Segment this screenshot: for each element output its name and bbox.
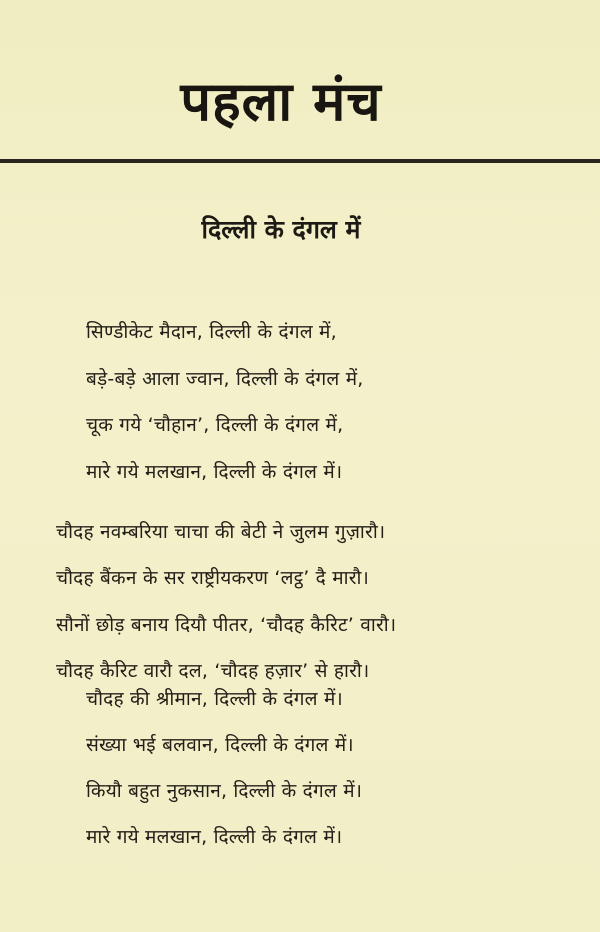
verse-line: बड़े-बड़े आला ज्वान, दिल्ली के दंगल में,: [86, 368, 364, 390]
verse-line: चूक गये ‘चौहान’, दिल्ली के दंगल में,: [86, 414, 344, 436]
verse-line: मारे गये मलखान, दिल्ली के दंगल में।: [86, 826, 343, 848]
poem-title: दिल्ली के दंगल में: [201, 215, 361, 244]
verse-line: चौदह कैरिट वारौ दल, ‘चौदह हज़ार’ से हारौ।: [56, 660, 370, 682]
verse-line: मारे गये मलखान, दिल्ली के दंगल में।: [86, 461, 343, 483]
verse-line: कियौ बहुत नुकसान, दिल्ली के दंगल में।: [86, 780, 363, 802]
header-rule: [0, 159, 600, 163]
verse-line: सौनों छोड़ बनाय दियौ पीतर, ‘चौदह कैरिट’ वारौ।: [56, 614, 397, 636]
verse-line: चौदह नवम्बरिया चाचा की बेटी ने जुलम गुज़ारौ।: [56, 521, 386, 543]
verse-line: चौदह की श्रीमान, दिल्ली के दंगल में।: [86, 688, 343, 710]
chapter-title: पहला मंच: [180, 70, 382, 133]
verse-line: संख्या भई बलवान, दिल्ली के दंगल में।: [86, 734, 354, 756]
verse-line: सिण्डीकेट मैदान, दिल्ली के दंगल में,: [86, 321, 337, 343]
verse-line: चौदह बैंकन के सर राष्ट्रीयकरण ‘लट्ठ’ दै मारौ।: [56, 567, 369, 589]
